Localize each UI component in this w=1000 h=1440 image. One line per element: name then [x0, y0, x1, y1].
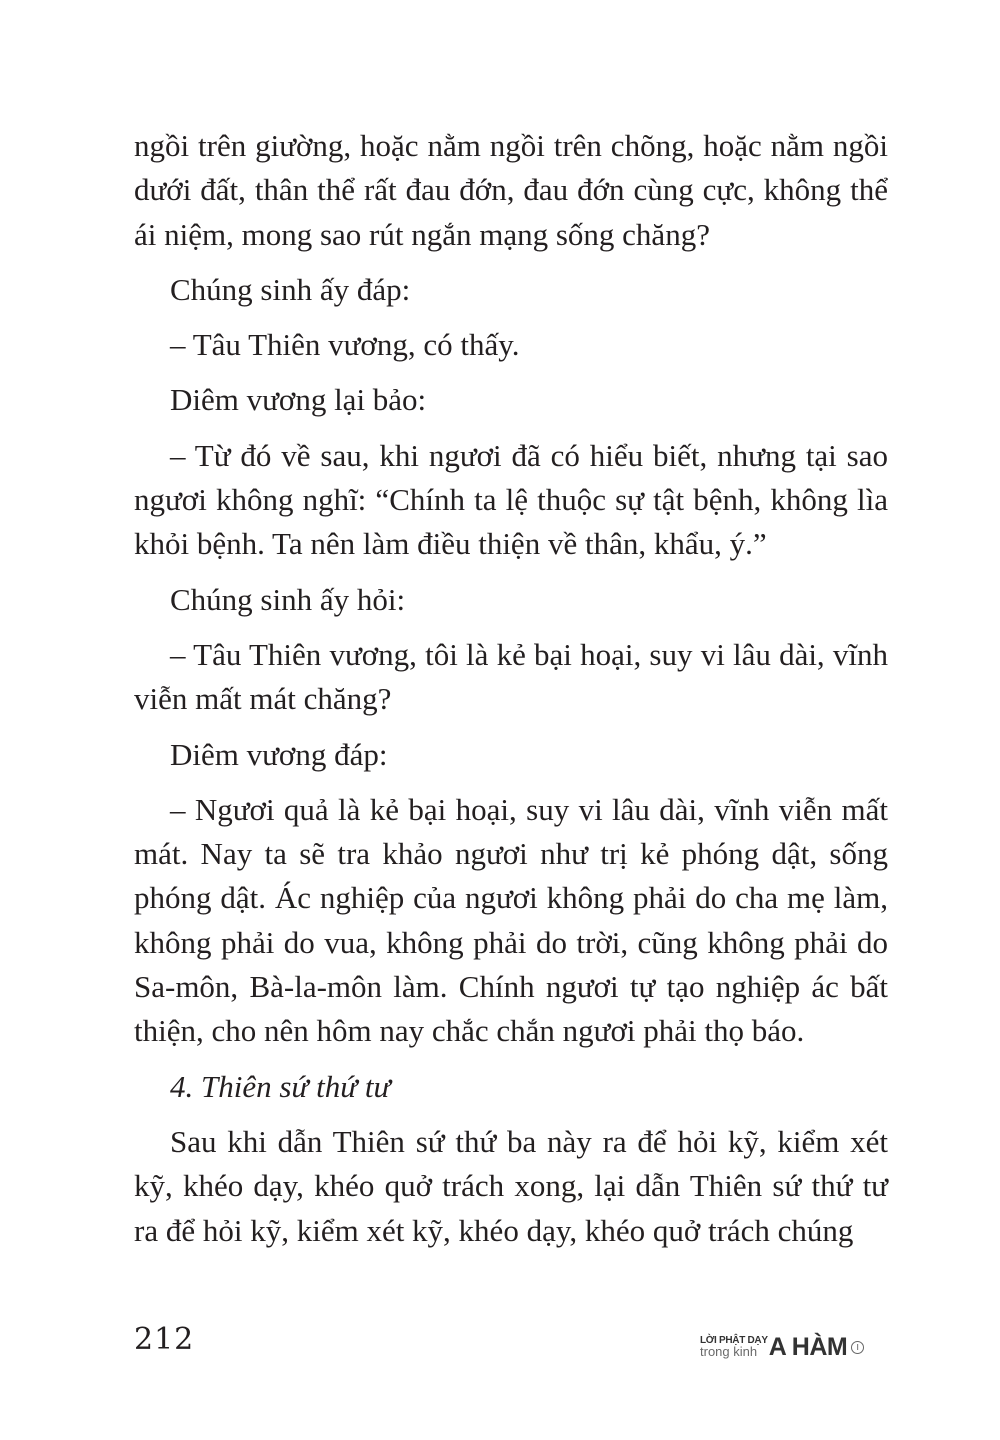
book-logo-subtitle	[700, 1336, 768, 1358]
paragraph-body: Sau khi dẫn Thiên sứ thứ ba này ra để hỏi kỹ, kiểm xét kỹ, khéo dạy, khéo quở trách xong, lại dẫn Thiên sứ thứ tư ra để hỏi kỹ, kiểm xét kỹ, khéo dạy, khéo quở trách chúng	[134, 1123, 888, 1248]
paragraph-continuation: ngồi trên giường, hoặc nằm ngồi trên chõng, hoặc nằm ngồi dưới đất, thân thể rất đau đớn, đau đớn cùng cực, không thể ái niệm, mong sao rút ngắn mạng sống chăng?	[134, 128, 888, 252]
paragraph-speaker-label: Chúng sinh ấy hỏi:	[170, 581, 406, 617]
book-logo-line1: LỜI PHẬT DẠY	[700, 1335, 768, 1346]
paragraph-speaker-label: Diêm vương đáp:	[170, 736, 388, 772]
paragraph-dialogue: – Tâu Thiên vương, có thấy.	[170, 327, 520, 363]
book-logo	[700, 1331, 864, 1363]
paragraph-reply-label: Chúng sinh ấy đáp:	[170, 271, 411, 307]
page-body	[134, 124, 888, 1264]
paragraph-dialogue: – Tâu Thiên vương, tôi là kẻ bại hoại, suy vi lâu dài, vĩnh viễn mất mát chăng?	[134, 636, 888, 717]
book-logo-line2: trong kinh	[700, 1344, 758, 1359]
book-logo-title: A HÀM	[768, 1332, 848, 1361]
paragraph-speaker-label: Diêm vương lại bảo:	[170, 382, 427, 418]
volume-badge-icon: I	[851, 1341, 864, 1354]
section-heading: 4. Thiên sứ thứ tư	[170, 1068, 391, 1104]
paragraph-dialogue: – Ngươi quả là kẻ bại hoại, suy vi lâu dài, vĩnh viễn mất mát. Nay ta sẽ tra khảo ngươi như trị kẻ phóng dật, sống phóng dật. Ác nghiệp của ngươi không phải do cha mẹ làm, không phải do vua, không phải do trời, cũng không phải do Sa-môn, Bà-la-môn làm. Chính ngươi tự tạo nghiệp ác bất thiện, cho nên hôm nay chắc chắn ngươi phải thọ báo.	[134, 791, 888, 1049]
paragraph-dialogue: – Từ đó về sau, khi ngươi đã có hiểu biết, nhưng tại sao ngươi không nghĩ: “Chính ta lệ thuộc sự tật bệnh, không lìa khỏi bệnh. Ta nên làm điều thiện về thân, khẩu, ý.”	[134, 437, 888, 562]
page-number: 212	[134, 1322, 195, 1357]
